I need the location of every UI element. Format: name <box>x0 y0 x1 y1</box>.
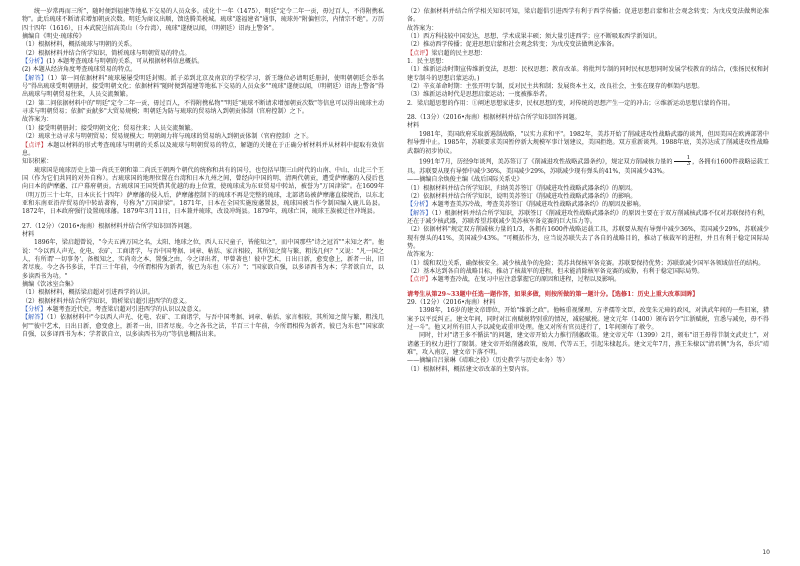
paragraph <box>407 260 769 268</box>
paragraph-text: 故答案为： <box>22 116 53 124</box>
paragraph <box>22 314 384 339</box>
paragraph <box>407 210 769 227</box>
section-tag: 【分析】 <box>407 201 432 209</box>
paragraph <box>22 8 384 33</box>
paragraph <box>407 122 769 130</box>
paragraph-text: （1）根据材料，概括建文帝改革的主要内容。 <box>407 365 533 373</box>
paragraph-text: （2）第二问依据材料中的"明廷"定令二年一贡，毋过百人，不得附携私物""明廷"琉球不断请求增加朝贡次数"等信息可以得出琉球主动寻求与明朝贸易；依据"贡献多"大贸易规模；明朝廷为防与琉球的贸易纳入到朝贡体制（官府控制）之下。 <box>22 99 384 116</box>
paragraph-text: ——摘编自吕景琳《靖难之役》（历史教学与历史业务）等） <box>407 357 569 365</box>
paragraph-text: （2）依据材料"规定双方削减核力量的1/3，各拥有1600件战略运载工具，苏联要从现有导弹中减少36%，美国减少29%，苏联减少现有弹头的41%，美国减少43%。"可概括作为，应当说苏联失去了各自的战略目的，推动了核裁军的进程，并且有利于稳定国际局势。 <box>407 226 769 250</box>
paragraph <box>407 226 769 251</box>
paragraph <box>22 223 384 231</box>
paragraph <box>407 91 769 99</box>
section-tag: 【分析】 <box>22 306 47 314</box>
paragraph-text: 请考生从第29~33题中任选一题作答，如果多做，则按所做的第一题计分。【选修1：历史上重大改革回眸】 <box>407 290 699 298</box>
paragraph <box>407 131 769 156</box>
paragraph <box>407 201 769 209</box>
paragraph-text: 1981年，美国政府采取新遏制战略，"以实力求和平"。1982年，美苏开始了削减进攻性战略武器的谈判，但因美国在欧洲部署中程导弹中止。1985年，苏联要求美国暂停新大规模军事计划建议，美国拒绝。双方重新谈判。1988年底，美苏达成了削减进攻性战略武器的初步协议。 <box>407 130 769 155</box>
page-number: 10 <box>762 549 770 556</box>
paragraph <box>22 100 384 117</box>
paragraph-text: 故答案为： <box>407 24 438 32</box>
paragraph <box>407 25 769 33</box>
paragraph-text: 本题以材料的形式考查琉球与明朝的关系以及琉球与明朝贸易的特点，解题的关键在于正确分析材料并从材料中提取有效信息。 <box>22 141 385 157</box>
paragraph <box>407 193 769 201</box>
paragraph-text: （2）基本达到各自的战略目标，推动了核裁军的进程，但未能消除核军备竞赛的威胁，有利于稳定国际局势。 <box>407 267 704 275</box>
fraction-denominator: 3 <box>686 161 691 168</box>
paragraph-text: 1991年7月，历经9年谈判，美苏签订了《削减进攻性战略武器条约》，规定双方削减核力量的 <box>419 158 673 166</box>
section-tag: 【解答】 <box>22 314 47 322</box>
section-tag: 【点评】 <box>407 276 432 284</box>
paragraph <box>407 100 769 108</box>
paragraph <box>407 185 769 193</box>
paragraph-text: （1）根据材料并结合所学知识，归纳美苏签订《削减进攻性战略武器条约》的原因。 <box>407 184 637 192</box>
paragraph-text: 29.（12分）（2016•海南）材料 <box>407 299 496 306</box>
paragraph <box>22 298 384 306</box>
paragraph <box>22 239 384 281</box>
paragraph <box>407 276 769 284</box>
section-tag: 【解答】 <box>407 209 432 217</box>
paragraph-text: （1）缓和双边关系，确保核安全。减少核战争的危险；美苏共保核军备竞赛。苏联要保持优势；苏联欲减少国军各领域信任的结构。 <box>407 259 765 267</box>
section-tag: 【点评】 <box>407 49 432 57</box>
paragraph-text: 28.（13分）（2016•海南）根据材料并结合所学知识回答问题。 <box>407 114 581 122</box>
section-tag: 【分析】 <box>22 58 47 66</box>
paragraph-text: 摘编《饮冰室合集》 <box>22 281 77 288</box>
left-column <box>22 8 384 339</box>
paragraph <box>407 291 769 299</box>
paragraph <box>407 307 769 332</box>
paragraph <box>22 133 384 141</box>
paragraph <box>22 125 384 133</box>
paragraph-text: （2）辛亥革命时期：主张开明专制，反对民主共和制；发展资本主义，改良社会，主张在现存的框架内思想。 <box>407 83 704 91</box>
paragraph-text: （2）依据材料并结合所学知识，说明美苏签订《削减进攻性战略武器条约》的影响。 <box>407 192 637 200</box>
paragraph <box>22 167 384 217</box>
paragraph-text: （1）根据材料，概括琉球与明朝的关系。 <box>22 41 136 49</box>
paragraph-text: （1）维新运动时期宣传维新变法，思想：民权思想；教育改革。将批判专制的同时民权思想同时发展学校教育的结合，(张扬民权和封建专制斗的思想启蒙运动。) <box>407 66 769 82</box>
paragraph-text: （1）西方科技较中国发达，思想、学术成果丰硕；须大量引进西学；应不断吸取西学新知识。 <box>407 33 661 41</box>
paragraph-text: （1）接受明朝册封；接受明朝文化；贸易往来；人员交流频繁。 <box>22 124 197 132</box>
paragraph-text: (1) 本题考查琉球与明朝的关系，可从根据材料信息概括。 <box>46 58 204 66</box>
paragraph-text: 本题考查近代史。考查梁启超对引进西学的认识以及意义。 <box>46 306 205 314</box>
paragraph <box>407 357 769 365</box>
paragraph-text: 摘编自《明史·琉球传》 <box>22 33 85 41</box>
paragraph-text: ——摘编自余焕俊主编《战后国际关系史》 <box>407 176 523 184</box>
paragraph <box>407 114 769 122</box>
paragraph <box>407 8 769 25</box>
paragraph-text: 1896年，梁启超曾说，"今夫五洲万国之名，太阳、地球之位，西人五尺童子，皆能知之"，而中国那些"诗之冠首""未知之者"。他说："今以西人声光、化电、农矿、工商诸学，与吾中国考据、词章、帖括、家言相较，其所知之简与繁，粗浅几何？"又说："凡一国之人，有所谓'一切事务'，备极知之，实尚奇之本，置强之由，今之译出者，甲曾著也！彼中艺术，日出日新，愈变愈上，新者一出，旧者尽废。今之各书多法，半百三十年前，今所谓相传为新者，彼已为东也（东方）"；"国家欲自强，以多译西书为本；学者欲自立，以多读西书为功。" <box>22 239 384 280</box>
paragraph <box>22 158 384 166</box>
paragraph-text: 27.（12分）（2016•海南）根据材料并结合所学知识回答问题。 <box>22 222 196 230</box>
paragraph-text: 琉球国是琉球历史上第一尚氏王朝和第二尚氏王朝两个朝代的统称和共有的国号，也包括早期三山时代的山南、中山、山北三个王国（作为它们共同的对外自称）。古琉球国的地理位置在台湾和日本九州之间，曾经向中国的明、清两代朝贡，遭受萨摩藩的入侵后也向日本的萨摩藩、江户幕府朝贡。古琉球国王国凭借其优越的海上位置，使琉球成为东亚贸易中转站，被誉为"万国津梁"。在1609年（明万历三十七年，日本庆长十四年）萨摩藩的侵入后，萨摩藩控制下的琉球不再是完整的琉球，北部诸岛被萨摩藩直接统治，以东北亚和东南亚沿岸贸易的中转站著称，号称为"万国津梁"。1871年，日本在全国实施废藩置县，琉球国被当作令制国编入鹿儿岛县。1872年，日本政府强行设置琉球藩。1879年3月11日，日本兼并琉球，改设冲绳县。1879年，琉球亡国，琉球王族被迁往冲绳县。 <box>22 166 384 216</box>
paragraph-text: 统一岁常再而三所”，随时便到福建等地私下交易的人员众多。成化十一年（1475），明廷"定令二年一贡，毋过百人，不得附携私物"。此后琉球不断请求增加朝贡次数。明廷为商议出顺，馈迭腾美税城。琉球"遂福建省"通事，琉球外"附偏恒宗，内情宗不绝"。万历四十四年（1616），日本武院岂招高美山（今台湾），琉球"遂便以闻，（明朝廷）诏海上警备"。 <box>22 8 384 32</box>
fraction-numerator: 1 <box>674 156 692 163</box>
paragraph-text: 1．民主思想： <box>407 58 448 66</box>
paragraph <box>407 176 769 184</box>
paragraph-text: 本题考查冷战，在复习中应注意掌握它的原因和进程，过程以及影响。 <box>431 276 621 284</box>
paragraph <box>407 366 769 374</box>
paragraph-text: 材料 <box>407 122 420 130</box>
paragraph <box>22 50 384 58</box>
paragraph-text: （1）依据材料中"今以西人声光、化电、农矿、工商诸学，与吾中国考据、词章、帖括、家言相较，其所知之简与繁，粗浅几何""彼中艺术，日出日新，愈变愈上，新者一出，旧者尽废。今之各书之法，半百三十年前，今所谓相传为新者，彼已为东也""国家欲自强，以多译西书为本；学者欲自立，以多读西书为功"等信息概括出来。 <box>22 314 384 339</box>
paragraph <box>22 289 384 297</box>
paragraph-text: 材料 <box>22 230 35 238</box>
paragraph <box>407 332 769 357</box>
paragraph-text: （2）琉球主动寻求与明朝贸易；贸易规模大；明朝竭力将与琉球的贸易纳入到朝贡体制（官府控制）之下。 <box>22 133 313 141</box>
paragraph-text: （1）第一问依据材料"琉球屡屡受明廷封赐。派子弟到北京及南京的学校学习，新王继位必请明廷册封，使明朝朝廷会举名号"得出琉球受明朝册封，接受明朝文化；依据材料"随时便到福建等地私下交易的人员众多""琉球"遂便以闻，（明朝廷）诏海上警备"得出琉球与明朝贸易往来，人员交流频繁。 <box>22 74 384 99</box>
section-tag: 【解答】 <box>22 74 48 82</box>
paragraph-text-continued: ，各拥有1600件战略运载工具。苏联要从现有导弹中减少36%，美国减少29%，苏联减少现有弹头的41%，美国减少43%。 <box>407 158 769 175</box>
paragraph-text: 故答案为： <box>407 251 438 259</box>
paragraph-text: 知识积累： <box>22 158 53 166</box>
paragraph <box>407 156 769 176</box>
fraction <box>674 156 692 168</box>
paragraph <box>407 251 769 259</box>
paragraph <box>407 66 769 83</box>
paragraph-text: （2）根据材料并结合所学知识，简析梁启超引进西学的意义。 <box>22 297 191 305</box>
paragraph-text: 本题考查美苏冷战，考查美苏签订《削减进攻性战略武器条约》的原因及影响。 <box>431 201 645 209</box>
paragraph-text: （1）根据材料并结合所学知识，苏联签订《削减进攻性战略武器条约》的原因主要在于双方削减核武器不仅对苏联保持有利，还在于减少核武器，苏联希望苏联减少美苏核军备竞赛的巨大压力等。 <box>407 209 770 225</box>
paragraph-text: （2）推动西学传播；促进思想启蒙和社会观念转变；为戊戌变法做舆论准备。 <box>407 41 619 49</box>
paragraph <box>407 50 769 58</box>
paragraph-text: 2．梁启超思想的作用：①阐述思想家进步，民权思想的变，对传统的思想产生一定的冲击；②维新运动思想启蒙的作用。 <box>407 99 734 107</box>
paragraph <box>22 116 384 124</box>
paragraph <box>22 142 384 159</box>
paragraph <box>22 75 384 100</box>
paragraph-text: （3）维新运动时代是思想启蒙运动；一度被推举者。 <box>407 91 552 99</box>
paragraph <box>22 41 384 49</box>
paragraph-text: 梁启超的民主思想： <box>431 49 487 57</box>
paragraph-text: （2）根据材料并结合所学知识，简析琉球与明朝贸易的特点。 <box>22 49 191 57</box>
paragraph-text: (2) 本题从经济角度考查琉球贸易的特点。 <box>22 66 137 74</box>
paragraph <box>407 41 769 49</box>
paragraph-text: 同时，针对"诸王多不循法"的问题，建文帝开始大力推行削藩政策。建文帝元年（1399）2月，颁布"诏王毋得节制文武吏士"，对诸藩王的权力进行了限制。建文帝开始削藩政策，废周、代等五王，引起朱棣起兵。建文元年7月，燕王朱棣以"清君侧"为名，举兵"靖难"，攻入南京，建文帝下落不明。 <box>407 332 769 357</box>
paragraph-text: 1398年，16岁的建文帝即位，开始"维新之政"。他畅重视懂理，方孝孺等文臣，改变朱元璋的政风，对洪武年间的一些旧案，猎案予以平反纠正。建文年间，同时对江南赋税特别重的情况，减轻赋税。建文元年（1400）颁布诏令"江浙赋税，宜悉与减免，毋不得过一斗"。他又对所有旧人予以减免或重审处理。他又对所有官员进行了，1年间颁布了赦令。 <box>407 307 769 332</box>
paragraph <box>22 66 384 74</box>
section-tag: 【点评】 <box>22 141 47 149</box>
right-column <box>407 8 769 374</box>
paragraph-text: （2）依据材料并结合所学相关知识可知，梁启超倡引进西学有利于西学传播；促进思想启蒙和社会观念转变；为戊戌变法做舆论准备。 <box>407 8 769 24</box>
paragraph-text: （1）根据材料，概括梁启超对引进西学的认识。 <box>22 289 154 297</box>
